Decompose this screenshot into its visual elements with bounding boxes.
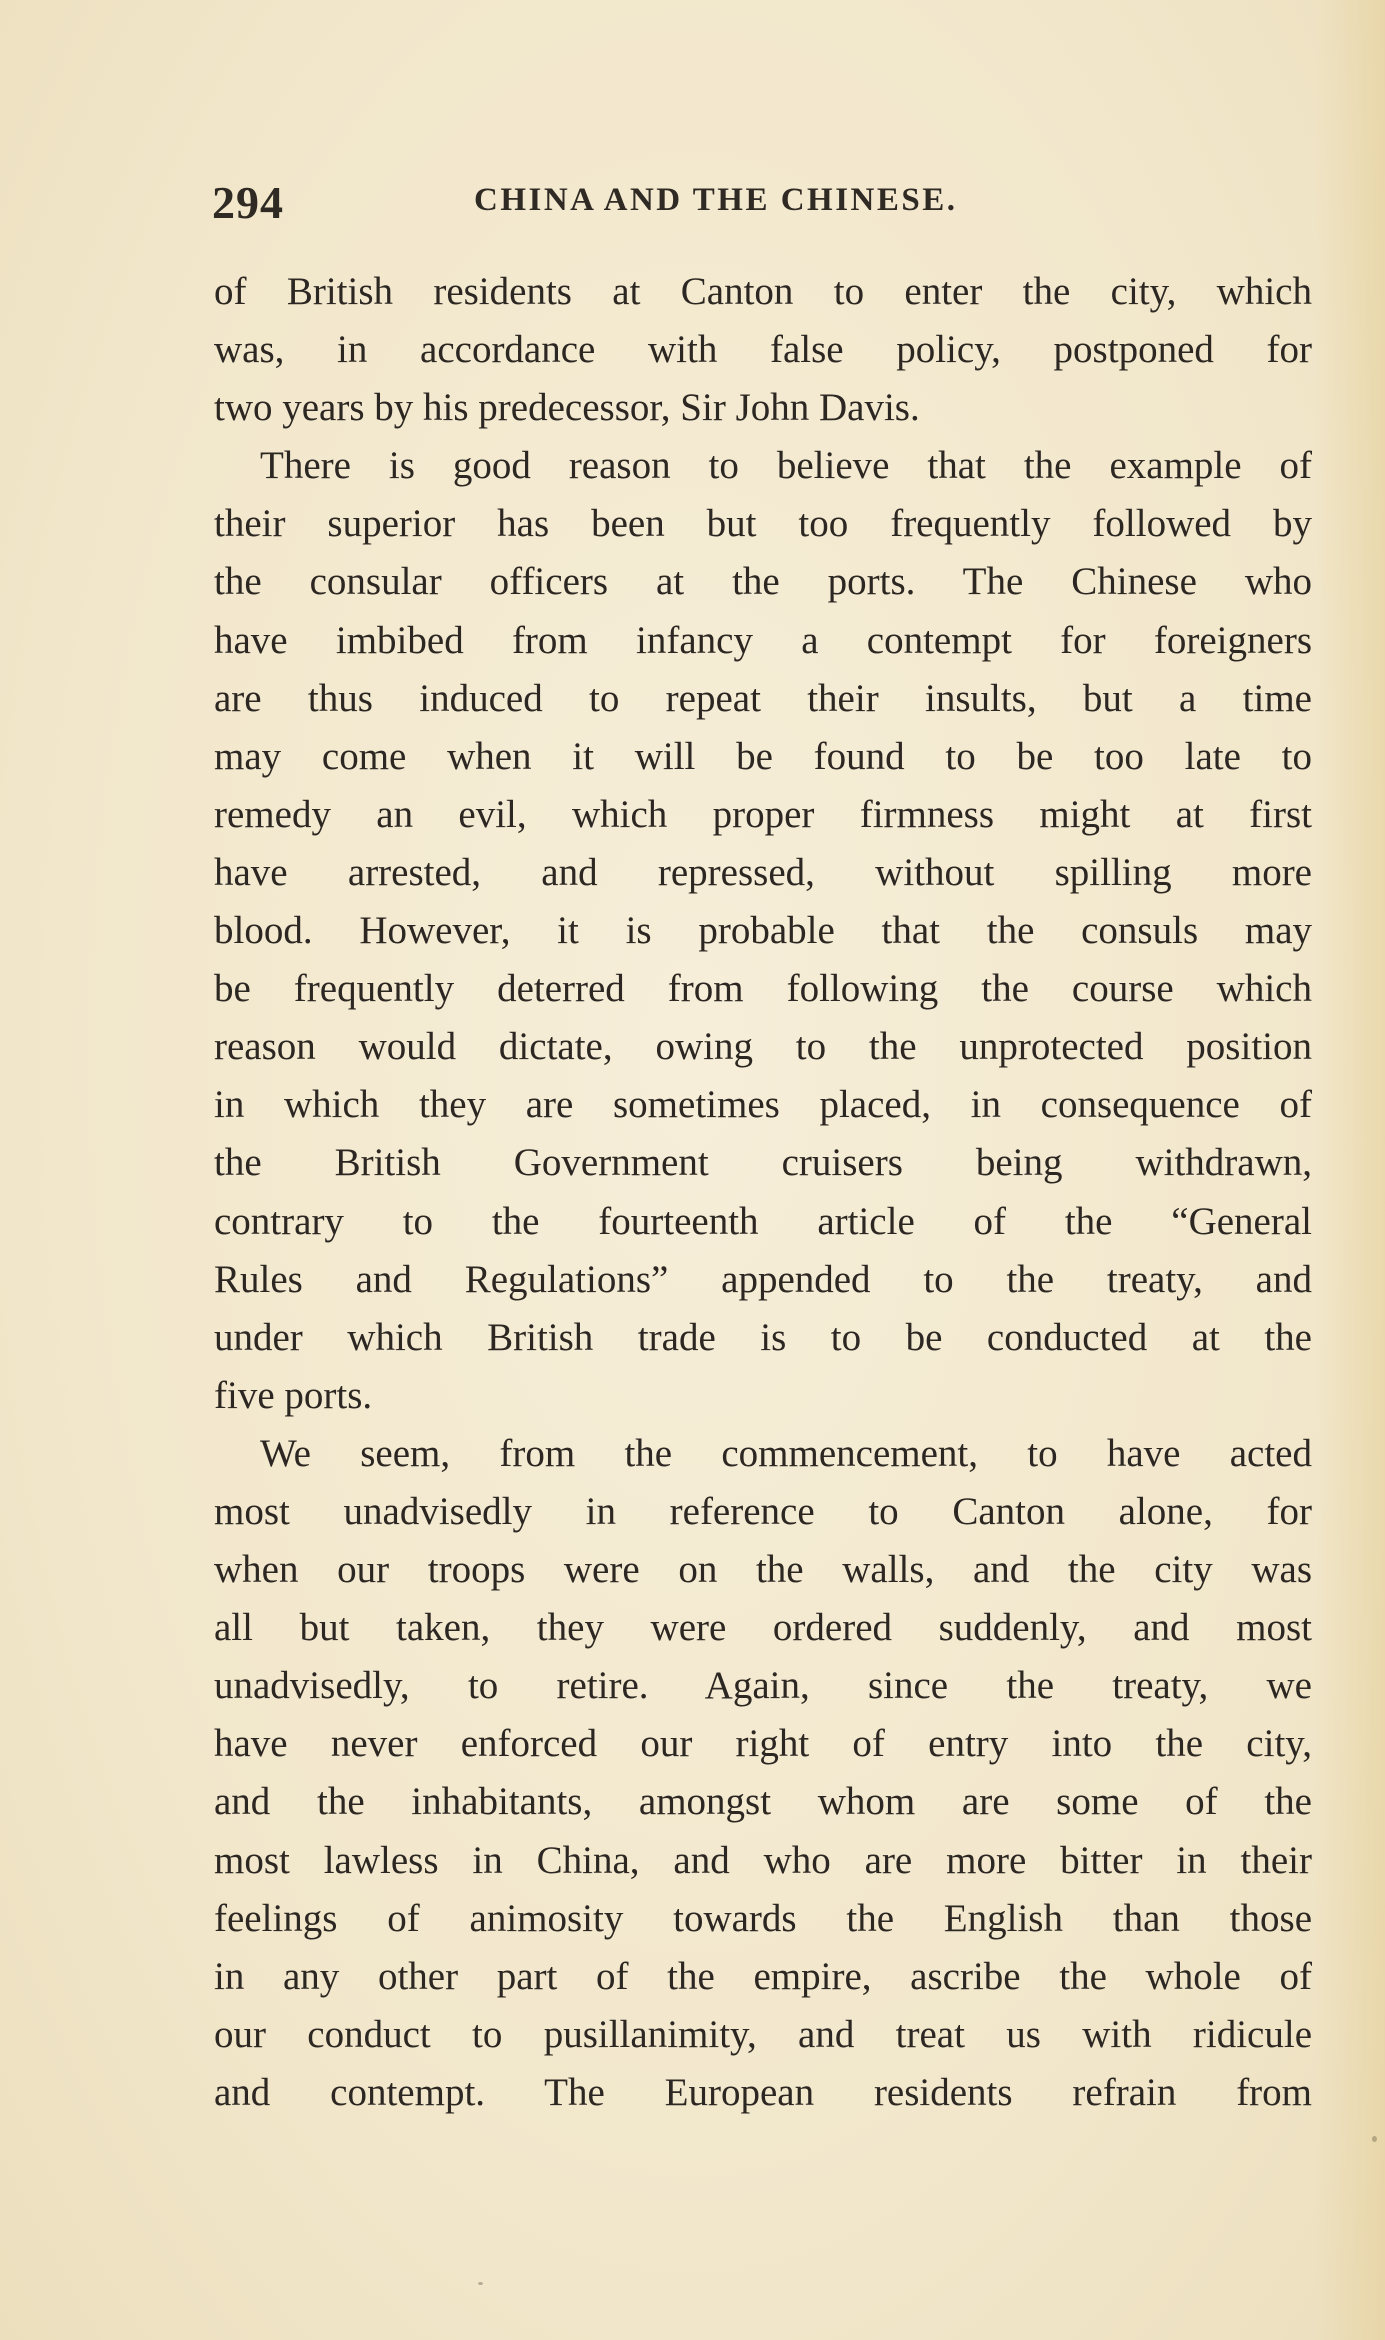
text-line: two years by his predecessor, Sir John Davis. bbox=[214, 386, 920, 430]
text-line: Rules and Regulations” appended to the treaty, and bbox=[214, 1257, 1312, 1301]
text-line: have never enforced our right of entry into the city, bbox=[214, 1722, 1312, 1766]
text-line: in which they are sometimes placed, in consequence of bbox=[214, 1083, 1312, 1127]
text-line: have arrested, and repressed, without spilling more bbox=[214, 850, 1312, 894]
text-line: remedy an evil, which proper firmness might at first bbox=[214, 792, 1312, 836]
text-line: in any other part of the empire, ascribe the whole of bbox=[214, 1954, 1312, 1998]
paragraph-first-line: There is good reason to believe that the example of bbox=[260, 444, 1312, 488]
text-line: reason would dictate, owing to the unprotected position bbox=[214, 1025, 1312, 1069]
text-line: of British residents at Canton to enter the city, which bbox=[214, 270, 1312, 313]
page-number: 294 bbox=[212, 177, 284, 228]
text-line: most lawless in China, and who are more bitter in their bbox=[214, 1838, 1312, 1882]
text-line: blood. However, it is probable that the consuls may bbox=[214, 909, 1312, 953]
text-line: most unadvisedly in reference to Canton alone, for bbox=[214, 1489, 1312, 1533]
text-line: their superior has been but too frequently followed by bbox=[214, 502, 1312, 546]
text-line: was, in accordance with false policy, postponed for bbox=[214, 328, 1312, 372]
text-line: be frequently deterred from following the course which bbox=[214, 967, 1312, 1011]
text-line: have imbibed from infancy a contempt for foreigners bbox=[214, 618, 1312, 662]
text-line: all but taken, they were ordered suddenly, and most bbox=[214, 1606, 1312, 1650]
paper-speck bbox=[1372, 2136, 1377, 2142]
running-title: CHINA AND THE CHINESE. bbox=[474, 182, 958, 218]
page-header bbox=[212, 168, 1320, 228]
paragraph-first-line: We seem, from the commencement, to have acted bbox=[260, 1431, 1312, 1475]
text-line: are thus induced to repeat their insults, but a time bbox=[214, 676, 1312, 720]
text-line: and contempt. The European residents refrain from bbox=[214, 2070, 1312, 2114]
body-text bbox=[214, 263, 1312, 2122]
text-line: when our troops were on the walls, and the city was bbox=[214, 1548, 1312, 1592]
text-line: feelings of animosity towards the English than those bbox=[214, 1896, 1312, 1940]
text-line: unadvisedly, to retire. Again, since the treaty, we bbox=[214, 1664, 1312, 1708]
text-line: contrary to the fourteenth article of the “General bbox=[214, 1199, 1312, 1243]
text-line: the British Government cruisers being withdrawn, bbox=[214, 1141, 1312, 1185]
paper-speck bbox=[478, 2282, 483, 2285]
text-line: and the inhabitants, amongst whom are some of the bbox=[214, 1780, 1312, 1824]
text-line: five ports. bbox=[214, 1373, 373, 1417]
text-line: our conduct to pusillanimity, and treat us with ridicule bbox=[214, 2012, 1312, 2056]
text-line: may come when it will be found to be too late to bbox=[214, 734, 1312, 778]
text-line: the consular officers at the ports. The Chinese who bbox=[214, 560, 1312, 604]
text-line: under which British trade is to be conducted at the bbox=[214, 1315, 1312, 1359]
